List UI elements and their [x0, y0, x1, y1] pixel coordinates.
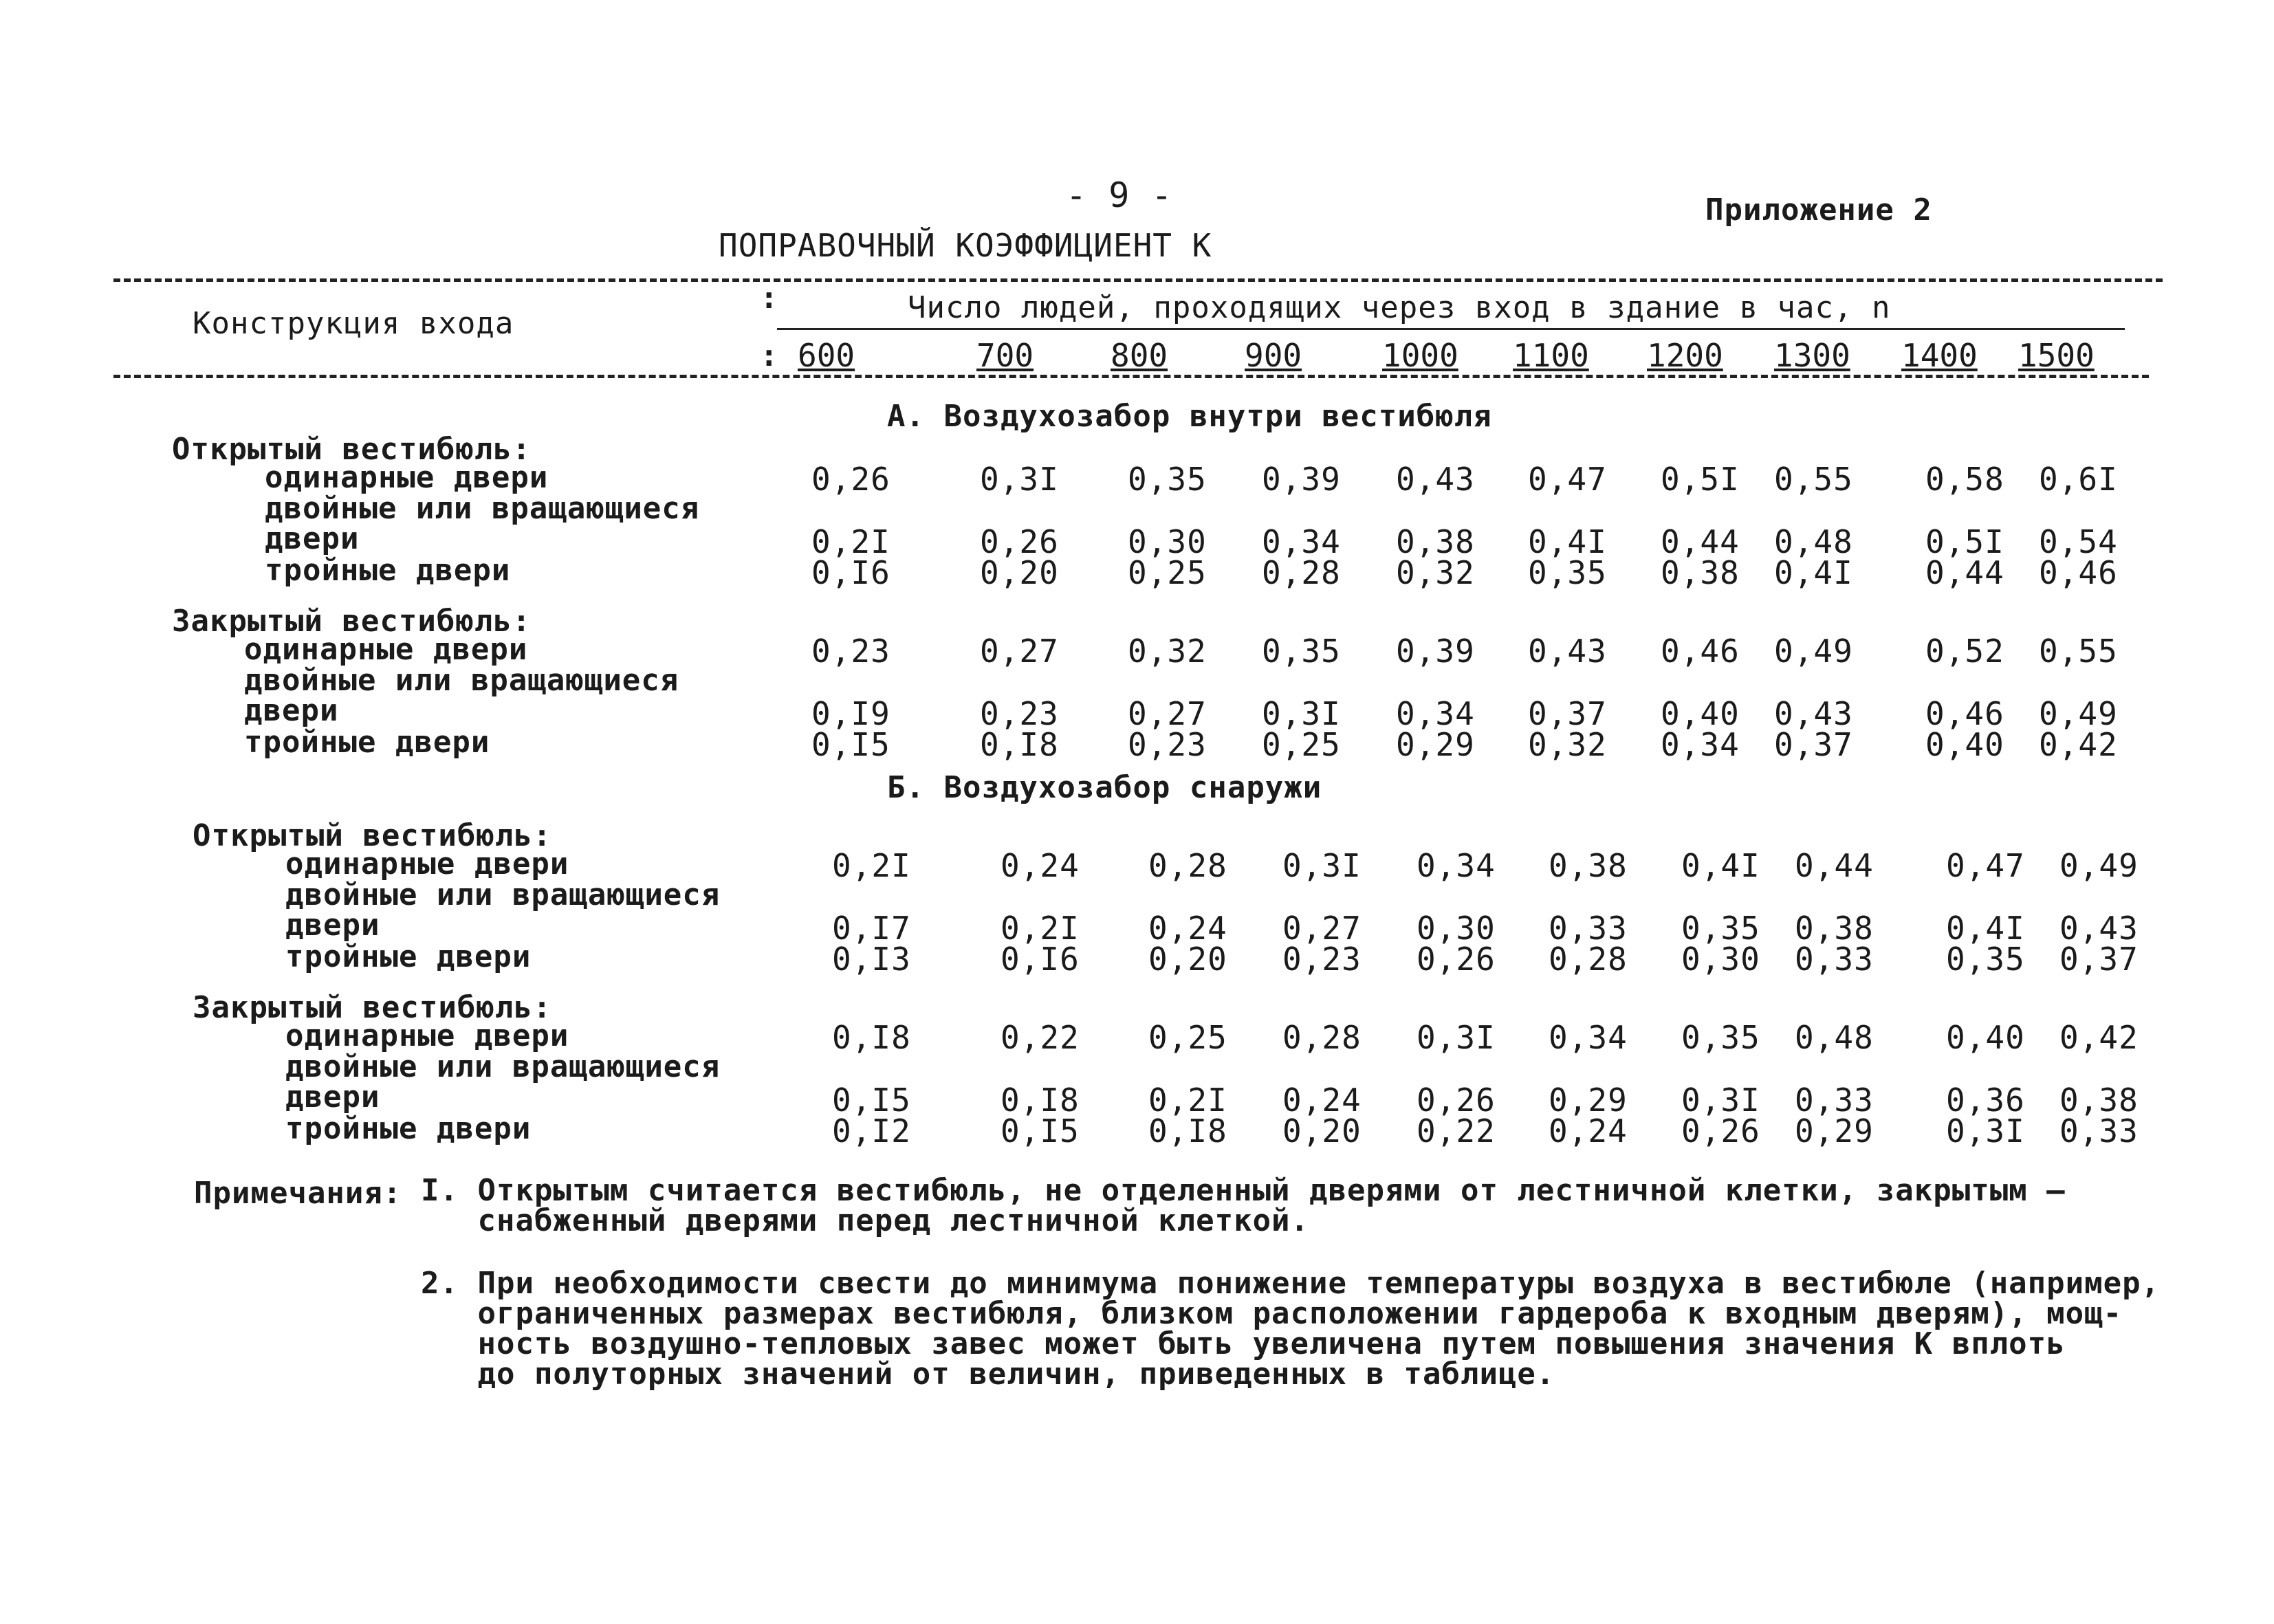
- table-cell: 0,35: [1128, 461, 1207, 498]
- table-cell: 0,28: [1262, 554, 1341, 591]
- table-cell: 0,37: [1774, 726, 1853, 763]
- table-cell: 0,47: [1946, 847, 2025, 884]
- table-cell: 0,24: [1001, 847, 1080, 884]
- table-cell: 0,4I: [1946, 910, 2025, 947]
- column-header-1200: 1200: [1647, 337, 1723, 374]
- table-cell: 0,36: [1946, 1082, 2025, 1119]
- table-cell: 0,I3: [832, 941, 911, 978]
- table-cell: 0,27: [1128, 695, 1207, 732]
- row-label: тройные двери: [265, 553, 511, 588]
- table-cell: 0,33: [1795, 1082, 1874, 1119]
- table-cell: 0,47: [1528, 461, 1607, 498]
- table-cell: 0,I6: [811, 554, 890, 591]
- table-cell: 0,38: [1795, 910, 1874, 947]
- table-cell: 0,44: [1925, 554, 2004, 591]
- row-label: одинарные двери: [285, 846, 569, 881]
- notes-label: Примечания:: [194, 1176, 402, 1211]
- table-cell: 0,23: [1282, 941, 1362, 978]
- table-cell: 0,I5: [1001, 1112, 1080, 1150]
- column-header-1300: 1300: [1774, 337, 1850, 374]
- table-cell: 0,29: [1396, 726, 1475, 763]
- table-cell: 0,58: [1925, 461, 2004, 498]
- table-cell: 0,35: [1946, 941, 2025, 978]
- table-cell: 0,26: [1681, 1112, 1760, 1150]
- table-cell: 0,30: [1417, 910, 1496, 947]
- table-cell: 0,4I: [1528, 523, 1607, 560]
- group-name: Открытый вестибюль:: [172, 432, 532, 467]
- note-2: 2. При необходимости свести до минимума понижение температуры воздуха в вестибюле (например, ограниченных размерах вестибюля, близком расположении гардероба к входным дверям), мощ- ность воздушно-тепловых завес может быть увеличена путем повышения значения К вплоть до полуторных значений от величин, приведенных в таблице.: [421, 1266, 2161, 1392]
- table-cell: 0,23: [980, 695, 1059, 732]
- table-cell: 0,I5: [811, 726, 890, 763]
- table-cell: 0,34: [1661, 726, 1740, 763]
- row-label: двойные или вращающиеся двери: [285, 877, 721, 943]
- table-cell: 0,I5: [832, 1082, 911, 1119]
- table-cell: 0,28: [1148, 847, 1227, 884]
- table-header-bottom-rule: [113, 375, 2149, 378]
- table-cell: 0,2I: [811, 523, 890, 560]
- table-cell: 0,3I: [980, 461, 1059, 498]
- table-cell: 0,22: [1417, 1112, 1496, 1150]
- table-cell: 0,20: [1282, 1112, 1362, 1150]
- table-cell: 0,32: [1128, 633, 1207, 670]
- table-cell: 0,2I: [1148, 1082, 1227, 1119]
- table-cell: 0,23: [811, 633, 890, 670]
- row-label: двойные или вращающиеся двери: [244, 663, 679, 728]
- table-cell: 0,42: [2039, 726, 2118, 763]
- table-cell: 0,24: [1549, 1112, 1628, 1150]
- table-cell: 0,27: [980, 633, 1059, 670]
- header-inner-rule: [777, 328, 2125, 330]
- table-cell: 0,33: [1795, 941, 1874, 978]
- table-cell: 0,29: [1795, 1112, 1874, 1150]
- column-header-1100: 1100: [1513, 337, 1589, 374]
- table-cell: 0,38: [1661, 554, 1740, 591]
- table-cell: 0,20: [980, 554, 1059, 591]
- table-cell: 0,43: [2059, 910, 2139, 947]
- table-cell: 0,49: [1774, 633, 1853, 670]
- table-cell: 0,38: [1396, 523, 1475, 560]
- table-cell: 0,30: [1681, 941, 1760, 978]
- table-cell: 0,29: [1549, 1082, 1628, 1119]
- table-cell: 0,55: [1774, 461, 1853, 498]
- table-cell: 0,6I: [2039, 461, 2118, 498]
- table-cell: 0,25: [1148, 1019, 1227, 1056]
- table-cell: 0,2I: [1001, 910, 1080, 947]
- table-cell: 0,26: [1417, 941, 1496, 978]
- table-cell: 0,28: [1549, 941, 1628, 978]
- table-cell: 0,49: [2059, 847, 2139, 884]
- group-name: Закрытый вестибюль:: [193, 990, 552, 1025]
- table-cell: 0,40: [1946, 1019, 2025, 1056]
- table-top-rule: [113, 278, 2163, 282]
- row-label: двойные или вращающиеся двери: [265, 491, 700, 556]
- table-cell: 0,I8: [1148, 1112, 1227, 1150]
- table-cell: 0,48: [1795, 1019, 1874, 1056]
- table-cell: 0,33: [2059, 1112, 2139, 1150]
- column-header-800: 800: [1111, 337, 1168, 374]
- group-name: Закрытый вестибюль:: [172, 604, 532, 639]
- table-cell: 0,44: [1661, 523, 1740, 560]
- table-cell: 0,4I: [1774, 554, 1853, 591]
- table-cell: 0,23: [1128, 726, 1207, 763]
- appendix-label: Приложение 2: [1705, 193, 1932, 228]
- column-header-1000: 1000: [1382, 337, 1458, 374]
- table-cell: 0,55: [2039, 633, 2118, 670]
- table-cell: 0,30: [1128, 523, 1207, 560]
- table-cell: 0,25: [1262, 726, 1341, 763]
- table-cell: 0,44: [1795, 847, 1874, 884]
- table-cell: 0,I8: [980, 726, 1059, 763]
- table-cell: 0,37: [1528, 695, 1607, 732]
- table-cell: 0,54: [2039, 523, 2118, 560]
- table-cell: 0,27: [1282, 910, 1362, 947]
- table-cell: 0,40: [1661, 695, 1740, 732]
- table-cell: 0,34: [1396, 695, 1475, 732]
- table-cell: 0,25: [1128, 554, 1207, 591]
- table-cell: 0,34: [1417, 847, 1496, 884]
- table-cell: 0,I7: [832, 910, 911, 947]
- table-cell: 0,28: [1282, 1019, 1362, 1056]
- row-label: тройные двери: [285, 939, 532, 974]
- table-cell: 0,49: [2039, 695, 2118, 732]
- table-cell: 0,24: [1282, 1082, 1362, 1119]
- table-cell: 0,3I: [1282, 847, 1362, 884]
- table-cell: 0,26: [1417, 1082, 1496, 1119]
- table-cell: 0,3I: [1417, 1019, 1496, 1056]
- header-colon: :: [760, 338, 778, 373]
- table-cell: 0,34: [1262, 523, 1341, 560]
- table-cell: 0,20: [1148, 941, 1227, 978]
- group-name: Открытый вестибюль:: [193, 818, 552, 853]
- column-header-700: 700: [976, 337, 1034, 374]
- table-cell: 0,48: [1774, 523, 1853, 560]
- table-cell: 0,2I: [832, 847, 911, 884]
- table-cell: 0,38: [1549, 847, 1628, 884]
- table-cell: 0,38: [2059, 1082, 2139, 1119]
- table-cell: 0,3I: [1946, 1112, 2025, 1150]
- column-header-900: 900: [1245, 337, 1302, 374]
- table-cell: 0,I9: [811, 695, 890, 732]
- table-cell: 0,35: [1262, 633, 1341, 670]
- table-cell: 0,5I: [1925, 523, 2004, 560]
- table-cell: 0,43: [1528, 633, 1607, 670]
- column-header-1500: 1500: [2018, 337, 2095, 374]
- column-header-600: 600: [798, 337, 855, 374]
- table-cell: 0,46: [1661, 633, 1740, 670]
- table-cell: 0,32: [1396, 554, 1475, 591]
- people-header: Число людей, проходящих через вход в здание в час, n: [908, 290, 1891, 325]
- section-title: Б. Воздухозабор снаружи: [887, 770, 1322, 805]
- page-title: ПОПРАВОЧНЫЙ КОЭФФИЦИЕНТ К: [719, 227, 1212, 264]
- table-cell: 0,I8: [832, 1019, 911, 1056]
- table-cell: 0,26: [811, 461, 890, 498]
- row-label: двойные или вращающиеся двери: [285, 1049, 721, 1115]
- section-title: А. Воздухозабор внутри вестибюля: [887, 399, 1492, 434]
- row-label: тройные двери: [285, 1111, 532, 1146]
- table-cell: 0,46: [1925, 695, 2004, 732]
- table-cell: 0,46: [2039, 554, 2118, 591]
- table-cell: 0,32: [1528, 726, 1607, 763]
- table-cell: 0,3I: [1262, 695, 1341, 732]
- table-cell: 0,35: [1681, 910, 1760, 947]
- table-cell: 0,43: [1774, 695, 1853, 732]
- construction-header: Конструкция входа: [193, 306, 514, 341]
- table-cell: 0,I2: [832, 1112, 911, 1150]
- table-cell: 0,35: [1681, 1019, 1760, 1056]
- page-number: - 9 -: [1066, 175, 1173, 215]
- table-cell: 0,40: [1925, 726, 2004, 763]
- table-cell: 0,24: [1148, 910, 1227, 947]
- table-cell: 0,4I: [1681, 847, 1760, 884]
- table-cell: 0,I6: [1001, 941, 1080, 978]
- table-cell: 0,39: [1396, 633, 1475, 670]
- row-label: одинарные двери: [244, 632, 528, 667]
- table-cell: 0,3I: [1681, 1082, 1760, 1119]
- table-cell: 0,34: [1549, 1019, 1628, 1056]
- table-cell: 0,22: [1001, 1019, 1080, 1056]
- table-cell: 0,42: [2059, 1019, 2139, 1056]
- header-colon: :: [760, 281, 778, 316]
- note-1: I. Открытым считается вестибюль, не отделенный дверями от лестничной клетки, закрытым – снабженный дверями перед лестничной клеткой.: [421, 1173, 2066, 1238]
- table-cell: 0,33: [1549, 910, 1628, 947]
- table-cell: 0,37: [2059, 941, 2139, 978]
- table-cell: 0,39: [1262, 461, 1341, 498]
- row-label: одинарные двери: [285, 1018, 569, 1053]
- row-label: тройные двери: [244, 725, 490, 760]
- table-cell: 0,5I: [1661, 461, 1740, 498]
- table-cell: 0,52: [1925, 633, 2004, 670]
- column-header-1400: 1400: [1901, 337, 1978, 374]
- row-label: одинарные двери: [265, 460, 549, 495]
- table-cell: 0,26: [980, 523, 1059, 560]
- table-cell: 0,35: [1528, 554, 1607, 591]
- table-cell: 0,I8: [1001, 1082, 1080, 1119]
- table-cell: 0,43: [1396, 461, 1475, 498]
